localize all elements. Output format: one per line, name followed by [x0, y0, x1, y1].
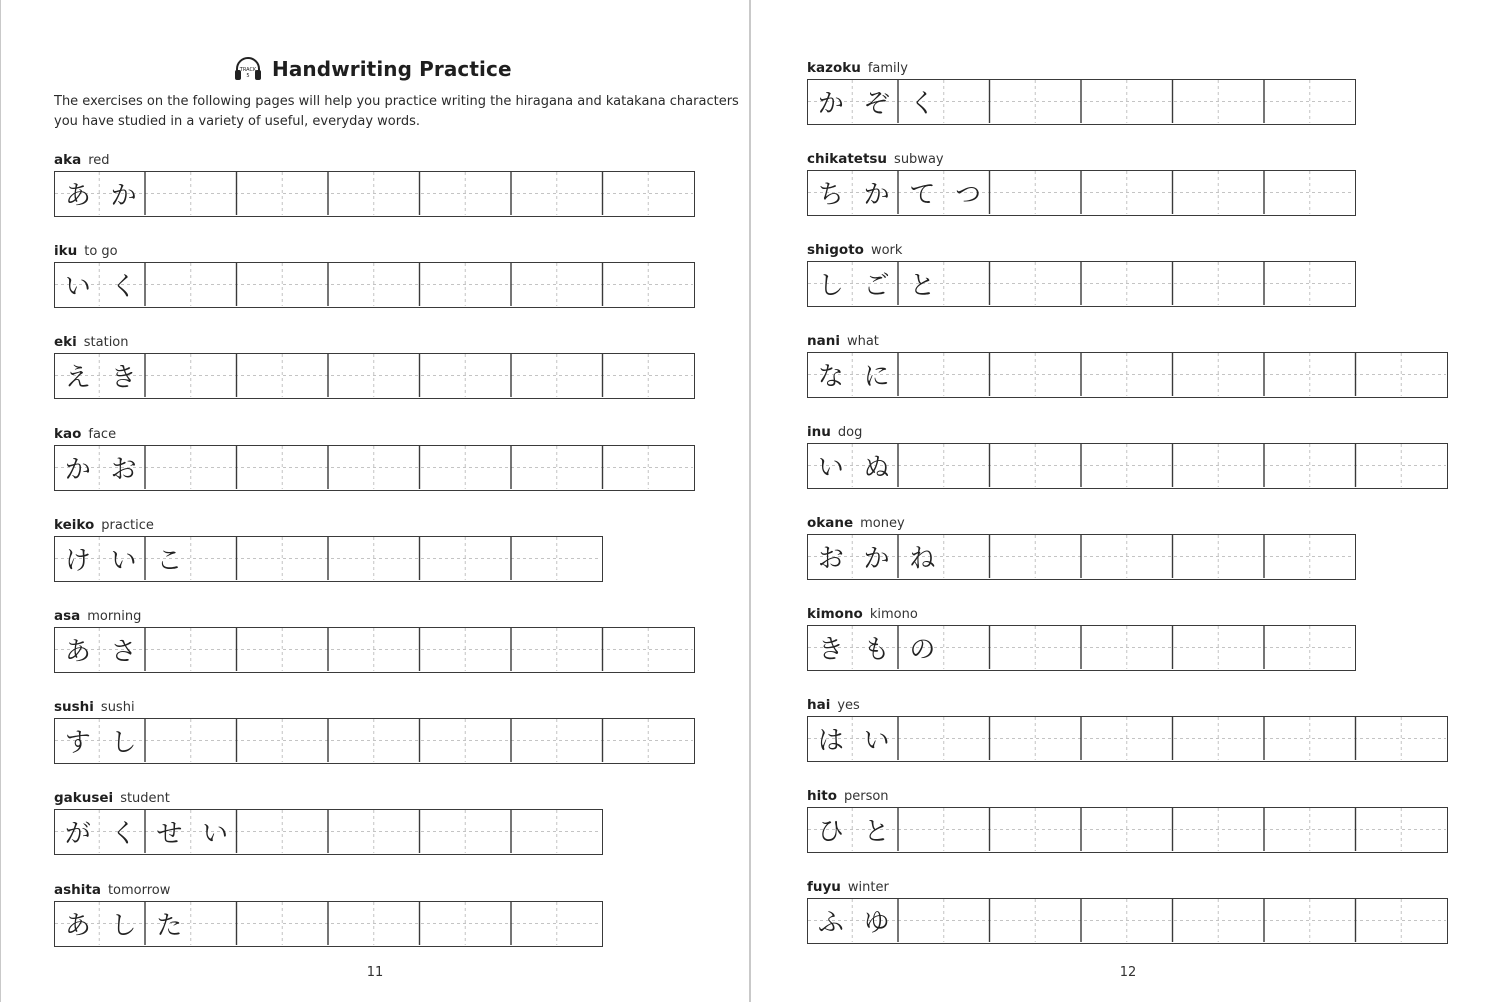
practice-grid[interactable] — [807, 443, 1448, 489]
kana-row — [808, 535, 945, 579]
kana-row — [55, 719, 147, 763]
english-gloss: winter — [847, 880, 889, 895]
romaji: aka — [54, 152, 82, 168]
grid-guides — [55, 172, 693, 215]
kana-row — [55, 628, 147, 672]
headphones-icon[interactable] — [233, 56, 263, 82]
kana-row — [55, 902, 192, 946]
book-spine — [749, 0, 751, 1002]
practice-grid[interactable] — [807, 170, 1356, 216]
kana-character: が — [64, 819, 91, 850]
kana-row — [55, 537, 192, 581]
english-gloss: student — [120, 791, 170, 807]
word-label-kazoku — [807, 60, 908, 76]
kana-character: い — [64, 272, 91, 303]
english-gloss: station — [83, 335, 129, 351]
kana-character: き — [817, 635, 844, 665]
kana-character: い — [110, 545, 137, 576]
grid-guides — [55, 354, 693, 397]
practice-grid[interactable] — [807, 261, 1356, 307]
english-gloss: morning — [87, 609, 142, 624]
romaji: gakusei — [54, 790, 114, 807]
kana-row — [808, 80, 945, 124]
grid-guides — [808, 899, 1446, 942]
kana-character: ご — [863, 271, 890, 301]
word-label-aka — [54, 152, 110, 168]
word-label-chikatetsu — [807, 151, 944, 167]
grid-guides — [808, 808, 1446, 851]
romaji: kao — [54, 425, 82, 442]
romaji: hai — [807, 697, 831, 713]
practice-grid[interactable] — [807, 79, 1356, 125]
romaji: inu — [807, 424, 831, 440]
kana-row — [55, 263, 147, 307]
english-gloss: work — [870, 243, 903, 258]
word-label-gakusei — [54, 790, 170, 806]
kana-character: あ — [64, 181, 91, 211]
grid-guides — [808, 717, 1446, 760]
kana-character: き — [110, 363, 137, 394]
romaji: sushi — [54, 699, 94, 716]
right-page — [752, 0, 1500, 1002]
kana-row — [55, 172, 147, 216]
grid-guides — [55, 628, 693, 671]
intro-line-2: you have studied in a variety of useful, everyday words. — [54, 114, 421, 129]
practice-grid[interactable] — [54, 171, 695, 217]
intro-line-1: The exercises on the following pages will help you practice writing the hiragana and katakana characters — [54, 94, 739, 109]
kana-character: け — [64, 545, 91, 576]
kana-row — [55, 810, 238, 854]
practice-grid[interactable] — [54, 445, 695, 491]
intro-text — [54, 92, 739, 132]
kana-character: ぬ — [863, 453, 890, 483]
kana-row — [808, 262, 945, 306]
practice-grid[interactable] — [807, 352, 1448, 398]
page-title: Handwriting Practice — [272, 57, 512, 81]
kana-character: お — [110, 454, 137, 485]
kana-character: か — [863, 180, 890, 210]
english-gloss: kimono — [869, 607, 918, 622]
grid-guides — [55, 719, 693, 762]
practice-grid[interactable] — [807, 534, 1356, 580]
practice-grid[interactable] — [54, 627, 695, 673]
english-gloss: sushi — [100, 700, 135, 716]
word-label-inu — [807, 424, 862, 440]
svg-text:TRACK: TRACK — [239, 67, 257, 73]
english-gloss: to go — [84, 244, 118, 260]
kana-row — [808, 171, 991, 215]
kana-character: お — [817, 544, 844, 574]
word-label-eki — [54, 334, 129, 350]
kana-character: し — [110, 728, 137, 759]
kana-row — [55, 354, 147, 398]
kana-character: か — [817, 89, 844, 119]
word-label-asa — [54, 608, 141, 624]
english-gloss: person — [843, 789, 889, 804]
kana-row — [808, 444, 900, 488]
practice-grid[interactable] — [54, 901, 603, 947]
practice-grid[interactable] — [54, 353, 695, 399]
romaji: eki — [54, 334, 77, 351]
kana-character: す — [64, 728, 91, 759]
kana-row — [808, 626, 945, 670]
section-heading — [233, 55, 512, 83]
kana-character: こ — [156, 545, 183, 576]
romaji: fuyu — [807, 879, 841, 895]
kana-character: か — [110, 181, 137, 211]
kana-row — [55, 446, 147, 490]
kana-character: か — [64, 454, 91, 485]
word-label-hito — [807, 788, 889, 804]
practice-grid[interactable] — [54, 718, 695, 764]
kana-row — [808, 353, 900, 397]
english-gloss: family — [867, 61, 908, 76]
practice-grid[interactable] — [54, 262, 695, 308]
grid-guides — [55, 263, 693, 306]
english-gloss: practice — [101, 517, 154, 533]
kana-character: た — [156, 910, 183, 941]
kana-character: あ — [64, 910, 91, 941]
word-label-keiko — [54, 517, 154, 533]
kana-character: く — [110, 819, 137, 850]
kana-character: と — [863, 817, 890, 847]
english-gloss: dog — [837, 425, 863, 440]
romaji: hito — [807, 788, 837, 804]
word-label-ashita — [54, 882, 170, 898]
kana-character: に — [863, 362, 890, 392]
kana-character: ふ — [817, 908, 844, 938]
kana-character: し — [817, 271, 844, 301]
romaji: keiko — [54, 516, 95, 533]
word-label-hai — [807, 697, 860, 713]
english-gloss: yes — [837, 698, 860, 713]
kana-character: あ — [64, 637, 91, 667]
english-gloss: face — [88, 426, 117, 442]
grid-guides — [808, 444, 1446, 487]
kana-character: い — [202, 819, 229, 850]
kana-character: か — [863, 544, 890, 574]
kana-character: な — [817, 362, 844, 392]
word-label-fuyu — [807, 879, 889, 895]
kana-character: せ — [156, 819, 183, 850]
romaji: okane — [807, 515, 854, 531]
english-gloss: what — [846, 334, 879, 349]
kana-character: く — [110, 272, 137, 303]
romaji: kimono — [807, 606, 863, 622]
kana-character: い — [817, 453, 844, 483]
word-label-shigoto — [807, 242, 902, 258]
kana-character: も — [863, 635, 890, 665]
romaji: asa — [54, 608, 81, 624]
kana-character: つ — [955, 180, 982, 210]
kana-row — [808, 808, 900, 852]
kana-character: と — [909, 271, 936, 301]
word-label-okane — [807, 515, 905, 531]
word-label-iku — [54, 243, 118, 259]
grid-guides — [55, 446, 693, 489]
kana-character: え — [64, 363, 91, 394]
kana-character: い — [863, 726, 890, 756]
svg-text:5: 5 — [246, 73, 250, 79]
kana-character: ゆ — [863, 908, 890, 938]
kana-character: の — [909, 635, 936, 665]
english-gloss: red — [88, 153, 110, 168]
practice-grid[interactable] — [54, 809, 603, 855]
kana-character: ね — [909, 544, 936, 574]
practice-grid[interactable] — [54, 536, 603, 582]
kana-character: く — [909, 89, 936, 119]
english-gloss: money — [860, 516, 905, 531]
grid-guides — [808, 353, 1446, 396]
kana-character: ち — [817, 180, 844, 210]
romaji: kazoku — [807, 60, 861, 76]
page-number: 11 — [366, 965, 384, 980]
word-label-sushi — [54, 699, 135, 715]
romaji: shigoto — [807, 242, 864, 258]
practice-grid[interactable] — [807, 625, 1356, 671]
practice-grid[interactable] — [807, 716, 1448, 762]
kana-character: ぞ — [863, 89, 890, 119]
practice-grid[interactable] — [807, 898, 1448, 944]
word-label-kimono — [807, 606, 918, 622]
romaji: nani — [807, 333, 840, 349]
word-label-kao — [54, 426, 116, 442]
romaji: iku — [54, 243, 78, 260]
kana-character: は — [817, 726, 844, 756]
kana-row — [808, 717, 900, 761]
word-label-nani — [807, 333, 879, 349]
page-number: 12 — [1119, 965, 1137, 980]
romaji: ashita — [54, 881, 101, 898]
practice-grid[interactable] — [807, 807, 1448, 853]
english-gloss: tomorrow — [107, 882, 171, 898]
kana-character: て — [909, 180, 936, 210]
english-gloss: subway — [894, 152, 944, 167]
romaji: chikatetsu — [807, 151, 888, 167]
kana-character: さ — [110, 637, 137, 667]
kana-character: し — [110, 910, 137, 941]
kana-row — [808, 899, 900, 943]
kana-character: ひ — [817, 817, 844, 847]
